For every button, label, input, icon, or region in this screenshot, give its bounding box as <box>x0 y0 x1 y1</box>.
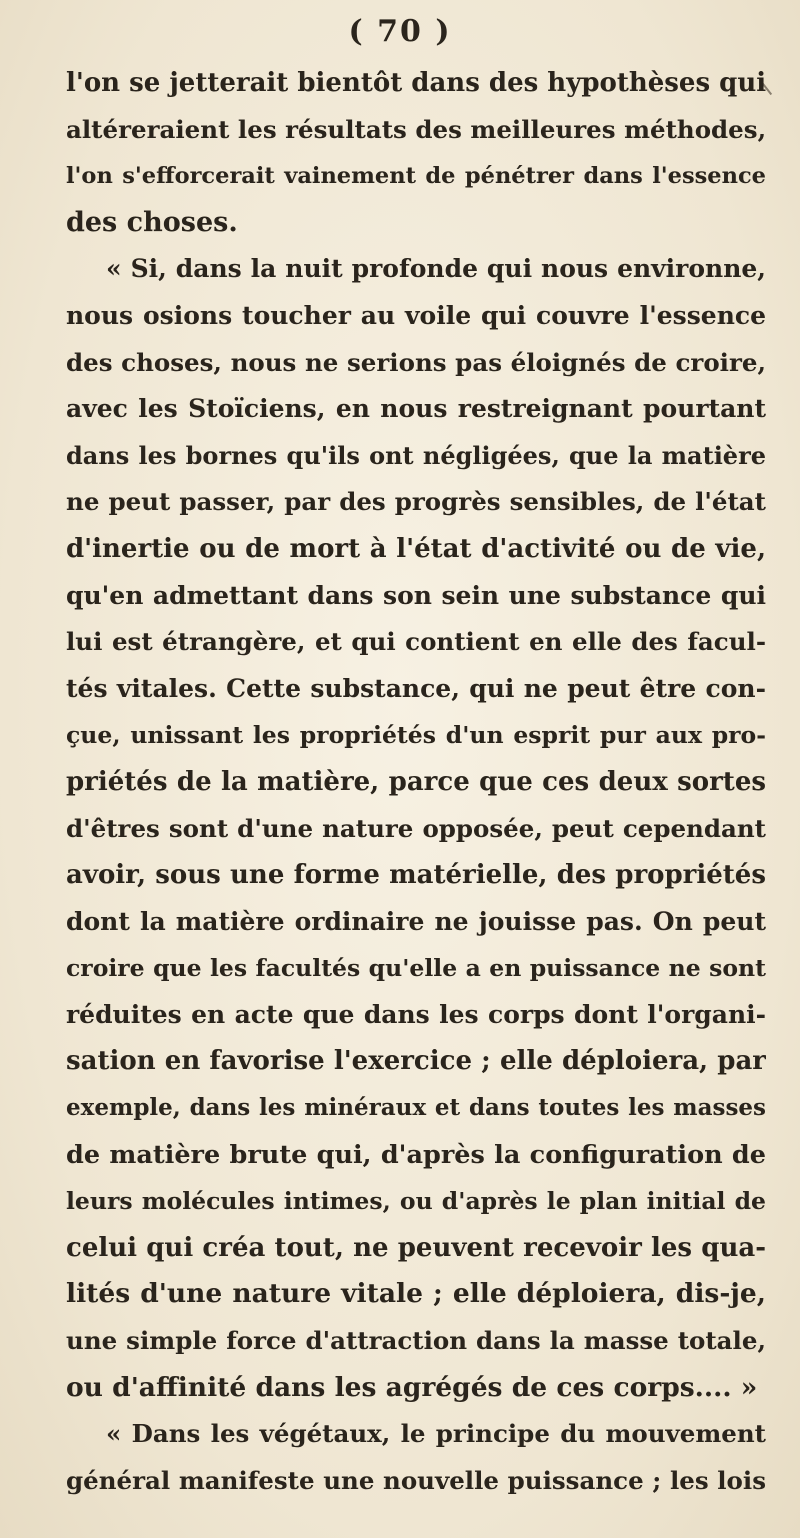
text-line: ou d'affinité dans les agrégés de ces corps.... » <box>66 1371 758 1403</box>
text-line: çue, unissant les propriétés d'un esprit pur aux pro- <box>66 721 766 750</box>
text-line: l'on se jetterait bientôt dans des hypothèses qui <box>66 68 766 98</box>
text-line: celui qui créa tout, ne peuvent recevoir les qua- <box>66 1232 766 1263</box>
text-line: avoir, sous une forme matérielle, des propriétés <box>66 860 766 891</box>
text-line: de matière brute qui, d'après la configuration de <box>66 1139 766 1170</box>
text-line: sation en favorise l'exercice ; elle déploiera, par <box>66 1046 766 1077</box>
page-number: ( 70 ) <box>348 14 452 49</box>
text-line: l'on s'efforcerait vainement de pénétrer dans l'essence <box>66 163 766 190</box>
text-line: avec les Stoïciens, en nous restreignant pourtant <box>66 394 766 424</box>
text-line: altéreraient les résultats des meilleures méthodes, <box>66 114 766 144</box>
text-line: nous osions toucher au voile qui couvre l'essence <box>66 300 766 330</box>
text-line: d'inertie ou de mort à l'état d'activité ou de vie, <box>66 533 766 564</box>
text-line: leurs molécules intimes, ou d'après le plan initial de <box>66 1187 766 1216</box>
text-line: « Dans les végétaux, le principe du mouvement <box>106 1419 766 1449</box>
text-line: des choses, nous ne serions pas éloignés de croire, <box>66 347 766 377</box>
text-line: dont la matière ordinaire ne jouisse pas. On peut <box>66 906 766 936</box>
text-line: des choses. <box>66 206 238 238</box>
text-line: réduites en acte que dans les corps dont l'organi- <box>66 999 766 1029</box>
text-line: croire que les facultés qu'elle a en puissance ne sont <box>66 954 766 983</box>
text-line: ne peut passer, par des progrès sensibles, de l'état <box>66 487 766 517</box>
text-line: lités d'une nature vitale ; elle déploiera, dis-je, <box>66 1278 766 1310</box>
body-text <box>66 60 766 1504</box>
text-line: qu'en admettant dans son sein une substance qui <box>66 580 766 610</box>
text-line: « Si, dans la nuit profonde qui nous environne, <box>106 254 766 284</box>
text-line: général manifeste une nouvelle puissance ; les lois <box>66 1465 766 1495</box>
text-line: une simple force d'attraction dans la masse totale, <box>66 1326 766 1356</box>
text-line: tés vitales. Cette substance, qui ne peut être con- <box>66 673 766 703</box>
text-line: lui est étrangère, et qui contient en elle des facul- <box>66 627 766 657</box>
text-line: priétés de la matière, parce que ces deux sortes <box>66 766 766 797</box>
text-line: d'êtres sont d'une nature opposée, peut cependant <box>66 813 766 843</box>
text-line: exemple, dans les minéraux et dans toutes les masses <box>66 1094 766 1122</box>
text-line: dans les bornes qu'ils ont négligées, que la matière <box>66 440 766 470</box>
